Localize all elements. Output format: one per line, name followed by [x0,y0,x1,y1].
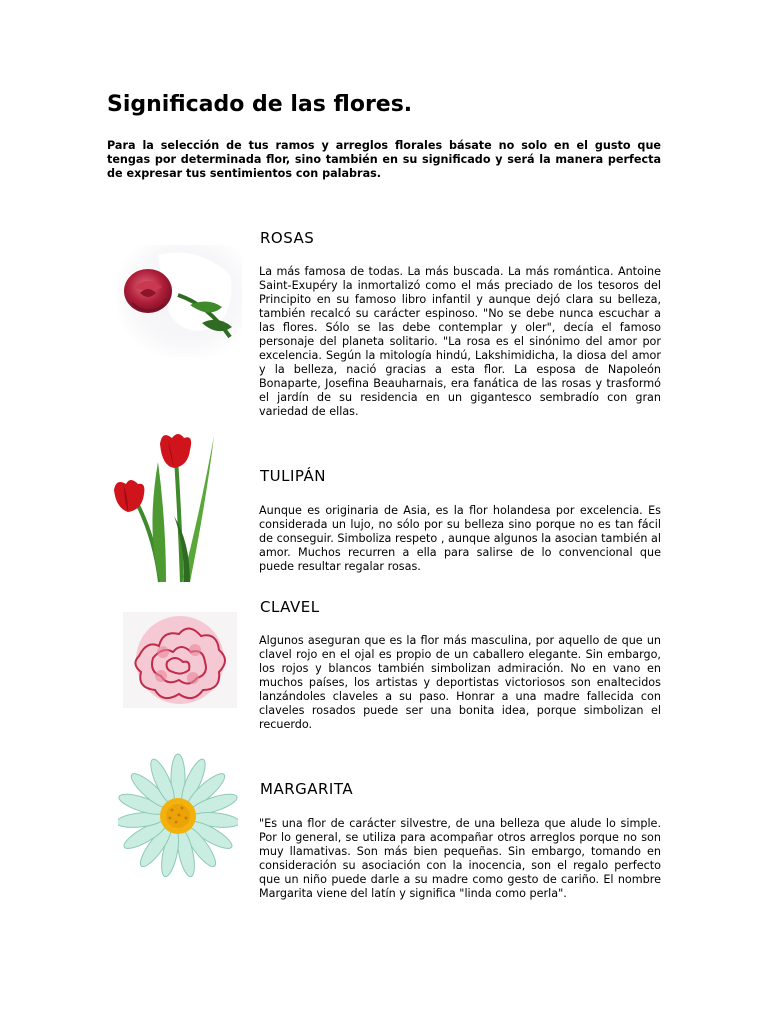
text-rosas: La más famosa de todas. La más buscada. La más romántica. Antoine Saint-Exupéry la inmortalizó como el más preciado de los tesoros del Principito en su famoso libro infantil y aunque dejó clara su belleza, también recalcó su carácter espinoso. "No se debe nunca escuchar a las flores. Sólo se las debe contemplar y oler", decía el famoso personaje del planeta solitario. "La rosa es el sinónimo del amor por excelencia. Según la mitología hindú, Lakshimidicha, la diosa del amor y la belleza, nació gracias a esta flor. La esposa de Napoleón Bonaparte, Josefina Beauharnais, era fanática de las rosas y trasformó el jardín de su residencia en un gigantesco sembradío con gran variedad de ellas. [259,265,661,418]
tulip-image [110,432,220,584]
heading-clavel: CLAVEL [260,598,320,616]
intro-paragraph: Para la selección de tus ramos y arreglos florales básate no solo en el gusto que tengas por determinada flor, sino también en su significado y será la manera perfecta de expresar tus sentimientos con palabras. [107,139,661,180]
text-tulipan: Aunque es originaria de Asia, es la flor holandesa por excelencia. Es considerada un lujo, no sólo por su belleza sino porque no es tan fácil de conseguir. Simboliza respeto , aunque algunos la asocian también al amor. Muchos recurren a ella para salirse de lo convencional que puede resultar regalar rosas. [259,504,661,573]
text-margarita: "Es una flor de carácter silvestre, de una belleza que alude lo simple. Por lo general, se utiliza para acompañar otros arreglos porque no son muy llamativas. Son más bien pequeñas. Sin embargo, tomando en consideración su asociación con la inocencia, son el regalo perfecto que un niño puede darle a su madre como gesto de cariño. El nombre Margarita viene del latín y significa "linda como perla". [259,817,661,900]
rose-image [118,245,242,357]
page-title: Significado de las flores. [107,92,413,117]
text-clavel: Algunos aseguran que es la flor más masculina, por aquello de que un clavel rojo en el ojal es propio de un caballero elegante. Sin embargo, los rojos y blancos también simbolizan admiración. No en vano en muchos países, los artistas y deportistas victoriosos son enaltecidos lanzándoles claveles a su paso. Honrar a una madre fallecida con claveles rosados puede ser una bonita idea, porque simbolizan el recuerdo. [259,634,661,731]
heading-margarita: MARGARITA [260,780,354,798]
heading-rosas: ROSAS [260,229,315,247]
heading-tulipan: TULIPÁN [260,467,326,485]
daisy-image [118,752,238,878]
carnation-image [123,612,237,708]
